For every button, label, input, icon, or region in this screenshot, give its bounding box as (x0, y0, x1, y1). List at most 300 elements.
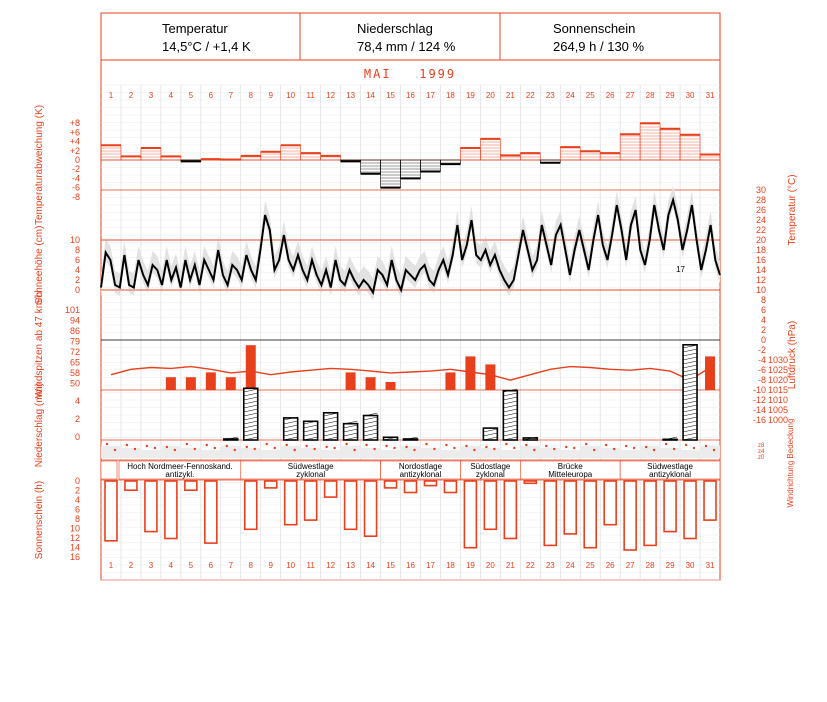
sunshine-tick: 14 (69, 542, 80, 553)
temperature-tick: 16 (755, 255, 766, 265)
temperature-tick: -2 (757, 345, 766, 355)
precipitation-bar (483, 428, 497, 440)
day-label: 26 (605, 561, 615, 570)
day-label: 26 (605, 91, 615, 100)
temperature-header-label: Temperatur (162, 21, 228, 36)
right-axis-title: Windrichtung Bedeckung (786, 418, 795, 508)
cloud-cover-cell (700, 446, 720, 458)
wind-direction-dot (553, 448, 555, 450)
wind-direction-dot (174, 449, 176, 451)
sunshine-bar (165, 481, 177, 539)
cloud-cover-cell (520, 446, 540, 458)
wind-direction-dot (585, 443, 587, 445)
sunshine-bar (564, 481, 576, 534)
wind-direction-dot (274, 447, 276, 449)
right-axis-title: Luftdruck (hPa) (787, 320, 798, 390)
day-label: 23 (545, 91, 555, 100)
wind-direction-dot (653, 449, 655, 451)
wind-direction-dot (685, 444, 687, 446)
wind-direction-dot (505, 443, 507, 445)
sunshine-bar (105, 481, 117, 541)
weather-type-label: antizykl. (165, 470, 195, 479)
temperature-tick: -4 (757, 355, 766, 365)
wind-direction-dot (154, 447, 156, 449)
wind-direction-dot (194, 448, 196, 450)
wind-direction-dot (593, 449, 595, 451)
cloud-cover-cell (201, 450, 221, 458)
day-label: 2 (128, 91, 134, 100)
temperature-tick: 0 (760, 335, 766, 345)
sunshine-header-value: 264,9 h / 130 % (553, 39, 645, 54)
snow-tick: 6 (74, 255, 80, 265)
wind-direction-dot (246, 446, 248, 448)
day-label: 20 (485, 91, 495, 100)
cloud-cover-cell (121, 448, 141, 458)
temperature-header-value: 14,5°C / +1,4 K (162, 39, 251, 54)
deviation-tick: -4 (71, 173, 80, 184)
wind-bar (445, 372, 455, 390)
day-label: 17 (426, 561, 435, 570)
wind-direction-dot (633, 447, 635, 449)
sunshine-bar (484, 481, 496, 529)
precip-tick: 2 (74, 414, 80, 424)
sunshine-bar (684, 481, 696, 539)
day-label: 14 (366, 91, 376, 100)
wind-direction-dot (413, 449, 415, 451)
day-label: 21 (505, 561, 515, 570)
wind-tick: 50 (69, 378, 80, 389)
precip-tick: 0 (74, 432, 80, 442)
pressure-tick: 1030 (768, 355, 789, 365)
weather-type-label: zyklonal (296, 470, 326, 479)
day-label: 18 (445, 91, 455, 100)
wind-direction-dot (605, 444, 607, 446)
deviation-bar (420, 160, 440, 172)
sunshine-bar (145, 481, 157, 532)
day-label: 1 (108, 91, 114, 100)
wind-bar (485, 364, 495, 390)
cloud-cover-cell (261, 450, 281, 458)
deviation-tick: +6 (69, 127, 80, 138)
temperature-tick: -16 (752, 415, 766, 425)
pressure-tick: 1015 (768, 385, 789, 395)
wind-tick: 94 (69, 315, 80, 326)
deviation-tick: -8 (71, 191, 80, 202)
wind-direction-dot (134, 448, 136, 450)
wind-direction-dot (345, 443, 347, 445)
deviation-bar (361, 160, 381, 174)
sunshine-bar (365, 481, 377, 536)
left-axis-title: Windspitzen ab 47 km/h (34, 291, 45, 399)
weather-type-label: Südwestlage (287, 462, 334, 471)
left-axis-title: Sonnenschein (h) (34, 480, 45, 560)
wind-panel (111, 345, 715, 390)
day-label: 6 (208, 91, 214, 100)
cloud-cover-cell (221, 446, 241, 458)
day-label: 29 (665, 91, 675, 100)
day-label: 16 (406, 91, 415, 100)
cloud-cover-cell (401, 446, 421, 458)
cloud-cover-cell (420, 448, 440, 458)
wind-direction-dot (645, 446, 647, 448)
temperature-tick: 26 (755, 205, 766, 215)
wind-direction-dot (206, 444, 208, 446)
wind-tick: 101 (64, 305, 80, 315)
day-label: 15 (386, 561, 395, 570)
day-label: 15 (386, 91, 395, 100)
day-label: 21 (505, 91, 515, 100)
precipitation-bar (244, 388, 258, 440)
sunshine-bar (325, 481, 337, 497)
sunshine-bar (245, 481, 257, 529)
day-label: 18 (445, 561, 455, 570)
sunshine-bar (345, 481, 357, 529)
sunshine-bar (624, 481, 636, 550)
weather-type-label: Südwestlage (647, 462, 693, 471)
temperature-tick: 4 (760, 315, 766, 325)
cloud-cover-cell (480, 448, 500, 458)
wind-direction-dot (313, 448, 315, 450)
cloud-cover-cell (281, 446, 301, 458)
day-label: 7 (228, 561, 234, 570)
wind-tick: 65 (69, 357, 80, 368)
day-label: 9 (268, 91, 273, 100)
snow-tick: 8 (74, 245, 80, 255)
day-label: 10 (286, 561, 296, 570)
temperature-tick: 18 (755, 245, 766, 255)
sunshine-bar (285, 481, 297, 525)
weather-type-symbol (101, 461, 117, 479)
wind-tick: 58 (69, 368, 80, 378)
temperature-tick: 12 (755, 275, 766, 285)
wind-bar (366, 377, 376, 390)
cloud-cover-cell (540, 448, 560, 458)
cloud-cover-cell (440, 450, 460, 458)
wind-direction-dot (353, 449, 355, 451)
cloud-cover-cell (301, 448, 321, 458)
sunshine-tick: 10 (69, 523, 80, 534)
weather-type-label: Nordostlage (398, 462, 443, 471)
wind-direction-dot (573, 447, 575, 449)
wind-direction-dot (405, 446, 407, 448)
sunshine-tick: 4 (74, 495, 80, 505)
sunshine-bar (504, 481, 516, 539)
day-label: 8 (248, 91, 253, 100)
cloud-cover-cell (181, 448, 201, 458)
temperature-tick: -6 (757, 365, 766, 375)
day-label: 14 (366, 561, 376, 570)
temperature-tick: -12 (752, 395, 766, 405)
wind-direction-dot (665, 443, 667, 445)
day-label: 4 (168, 91, 174, 100)
weather-type-label: Südostlage (470, 462, 511, 471)
wind-direction-dot (465, 445, 467, 447)
sunshine-bar (644, 481, 656, 545)
sunshine-bar (704, 481, 716, 520)
wind-direction-dot (673, 448, 675, 450)
weather-type-label: antizyklonal (649, 470, 691, 479)
wind-bar (186, 377, 196, 390)
wind-direction-dot (453, 447, 455, 449)
day-label: 12 (326, 91, 336, 100)
wind-direction-dot (325, 446, 327, 448)
left-axis-title: Niederschlag (mm) (34, 382, 45, 468)
wind-bar (226, 377, 236, 390)
day-label: 27 (625, 91, 635, 100)
cloud-legend-tick: z0 (758, 455, 765, 461)
wind-direction-dot (166, 446, 168, 448)
cloud-cover-cell (600, 448, 620, 458)
sunshine-tick: 12 (69, 533, 80, 543)
day-label: 27 (625, 561, 635, 570)
sunshine-tick: 16 (69, 552, 80, 562)
wind-direction-dot (433, 448, 435, 450)
wind-bar (465, 356, 475, 390)
wind-direction-dot (493, 448, 495, 450)
pressure-tick: 1000 (768, 415, 789, 425)
cloud-cover-cell (161, 446, 181, 458)
wind-bar (346, 372, 356, 390)
deviation-bar (560, 147, 580, 160)
temperature-tick: -14 (752, 405, 766, 415)
sunshine-bar (305, 481, 317, 520)
wind-tick: 86 (69, 326, 80, 336)
precipitation-header-label: Niederschlag (357, 21, 433, 36)
deviation-tick: -2 (71, 164, 80, 175)
cloud-cover-cell (381, 450, 401, 458)
sunshine-bar (444, 481, 456, 493)
day-label: 5 (188, 91, 194, 100)
temperature-tick: 6 (760, 305, 766, 315)
sunshine-header-label: Sonnenschein (553, 21, 636, 36)
wind-tick: 79 (69, 336, 80, 347)
temperature-tick: 24 (755, 215, 766, 225)
temperature-range-band (101, 186, 720, 301)
right-axis-title: Temperatur (°C) (787, 174, 798, 246)
temperature-tick: 20 (755, 235, 766, 245)
day-label: 9 (268, 561, 273, 570)
snow-tick: 0 (74, 285, 80, 295)
day-label: 2 (128, 561, 134, 570)
sunshine-bar (524, 481, 536, 483)
wind-bar (705, 356, 715, 390)
day-label: 28 (645, 91, 655, 100)
deviation-bar (680, 135, 700, 160)
cloud-cover-cell (500, 450, 520, 458)
day-label: 3 (148, 561, 154, 570)
sunshine-tick: 8 (74, 514, 80, 524)
wind-direction-dot (373, 448, 375, 450)
wind-direction-dot (333, 447, 335, 449)
day-label: 22 (525, 561, 535, 570)
weather-type-label: Mitteleuropa (548, 470, 593, 479)
wind-direction-dot (214, 447, 216, 449)
pressure-tick: 1025 (768, 365, 789, 375)
day-labels-bottom (109, 561, 715, 570)
cloud-cover-cell (660, 448, 680, 458)
wind-direction-dot (473, 449, 475, 451)
wind-bar (206, 372, 216, 390)
cloud-legend-tick: z4 (758, 449, 765, 455)
wind-direction-dot (545, 445, 547, 447)
snow-tick: 10 (69, 235, 80, 245)
day-label: 4 (168, 561, 174, 570)
cloud-cover-cell (341, 446, 361, 458)
month-title: MAI 1999 (363, 67, 457, 81)
wind-bar (166, 377, 176, 390)
day-label: 24 (565, 561, 575, 570)
wind-direction-dot (485, 446, 487, 448)
cloud-cover-cell (640, 446, 660, 458)
wind-direction-dot (293, 449, 295, 451)
wind-direction-dot (146, 445, 148, 447)
wind-direction-dot (126, 444, 128, 446)
day-label: 24 (565, 91, 575, 100)
deviation-bar (620, 134, 640, 160)
day-label: 8 (248, 561, 253, 570)
sunshine-tick: 0 (74, 476, 80, 486)
wind-bar (386, 382, 396, 390)
day-label: 31 (705, 91, 715, 100)
day-label: 13 (346, 91, 356, 100)
wind-direction-dot (385, 445, 387, 447)
cloud-legend-tick: z8 (758, 443, 765, 449)
cloud-cover-cell (101, 446, 121, 458)
sunshine-bar (185, 481, 197, 490)
deviation-bar (261, 152, 281, 160)
precip-tick: 4 (74, 396, 80, 406)
day-label: 28 (645, 561, 655, 570)
day-label: 7 (228, 91, 234, 100)
temperature-tick: 30 (755, 185, 766, 195)
sunshine-tick: 2 (74, 485, 80, 496)
wind-direction-dot (106, 443, 108, 445)
day-label: 3 (148, 91, 154, 100)
header-panel (101, 13, 720, 60)
sunshine-bar (604, 481, 616, 525)
deviation-tick: +2 (69, 145, 80, 156)
sunshine-panel (105, 481, 716, 550)
pressure-tick: 1005 (768, 405, 789, 415)
temperature-tick: -10 (752, 385, 766, 395)
day-label: 17 (426, 91, 435, 100)
day-label: 31 (705, 561, 715, 570)
wind-direction-dot (234, 449, 236, 451)
temperature-tick: 14 (755, 265, 766, 275)
temperature-tick: 10 (755, 285, 766, 295)
sunshine-bar (584, 481, 596, 548)
wind-direction-dot (226, 445, 228, 447)
sunshine-bar (125, 481, 137, 490)
sunshine-bar (424, 481, 436, 486)
day-label: 29 (665, 561, 675, 570)
day-label: 12 (326, 561, 336, 570)
day-label: 6 (208, 561, 214, 570)
temperature-tick: -8 (757, 375, 766, 385)
day-label: 10 (286, 91, 296, 100)
wind-direction-dot (513, 447, 515, 449)
deviation-tick: +4 (69, 136, 80, 147)
sunshine-bar (205, 481, 217, 543)
pressure-tick: 1010 (768, 395, 789, 405)
deviation-panel (101, 123, 720, 187)
left-axis-labels (34, 105, 80, 562)
precipitation-bar (683, 345, 697, 440)
day-label: 13 (346, 561, 356, 570)
day-label: 23 (545, 561, 555, 570)
wind-direction-dot (525, 444, 527, 446)
cloud-cover-cell (560, 450, 580, 458)
cloud-cover-cell (620, 450, 640, 458)
cloud-cover-cell (460, 446, 480, 458)
wind-direction-dot (266, 443, 268, 445)
wind-bar (246, 345, 256, 390)
weather-type-label: zyklonal (475, 470, 505, 479)
left-axis-title: Temperaturabweichung (K) (34, 104, 45, 226)
snow-tick: 2 (74, 275, 80, 285)
weather-type-label: Brücke (557, 462, 583, 471)
left-axis-title: Schneehöhe (cm) (34, 225, 45, 305)
day-label: 30 (685, 91, 695, 100)
day-label: 20 (485, 561, 495, 570)
deviation-tick: +8 (69, 118, 80, 129)
wind-direction-dot (285, 444, 287, 446)
temperature-tick: 2 (760, 325, 766, 335)
deviation-bar (381, 160, 401, 188)
wind-direction-dot (693, 447, 695, 449)
wind-direction-dot (186, 443, 188, 445)
cloud-cover-cell (361, 448, 381, 458)
right-axis-labels (753, 174, 798, 507)
day-label: 1 (108, 561, 114, 570)
wind-direction-dot (254, 448, 256, 450)
day-label: 25 (585, 561, 595, 570)
temperature-tick: 22 (755, 225, 766, 235)
cloud-cover-cell (321, 450, 341, 458)
day-label: 30 (685, 561, 695, 570)
deviation-tick: 0 (74, 155, 80, 165)
deviation-tick: -6 (71, 182, 80, 193)
sunshine-tick: 6 (74, 504, 80, 515)
pressure-tick: 1020 (768, 375, 789, 385)
cloud-cover-cell (580, 446, 600, 458)
wind-direction-dot (445, 444, 447, 446)
precipitation-header-value: 78,4 mm / 124 % (357, 39, 456, 54)
day-label: 5 (188, 561, 194, 570)
weather-type-panel (101, 461, 720, 479)
wind-direction-dot (425, 443, 427, 445)
deviation-bar (640, 123, 660, 160)
sunshine-bar (664, 481, 676, 532)
wind-tick: 72 (69, 347, 80, 357)
weather-type-label: Hoch Nordmeer-Fennoskand. (127, 462, 233, 471)
wind-direction-dot (705, 445, 707, 447)
cloud-cover-cell (141, 450, 161, 458)
weather-type-label: antizyklonal (399, 470, 442, 479)
day-label: 11 (306, 561, 315, 570)
day-label: 22 (525, 91, 535, 100)
temperature-tick: 8 (760, 295, 766, 305)
snow-tick: 4 (74, 265, 80, 275)
wind-direction-dot (625, 445, 627, 447)
sunshine-bar (544, 481, 556, 545)
cloud-cover-cell (241, 448, 261, 458)
deviation-bar (660, 129, 680, 160)
wind-direction-dot (533, 449, 535, 451)
sunshine-bar (385, 481, 397, 488)
wind-direction-dot (114, 449, 116, 451)
day-label: 25 (585, 91, 595, 100)
